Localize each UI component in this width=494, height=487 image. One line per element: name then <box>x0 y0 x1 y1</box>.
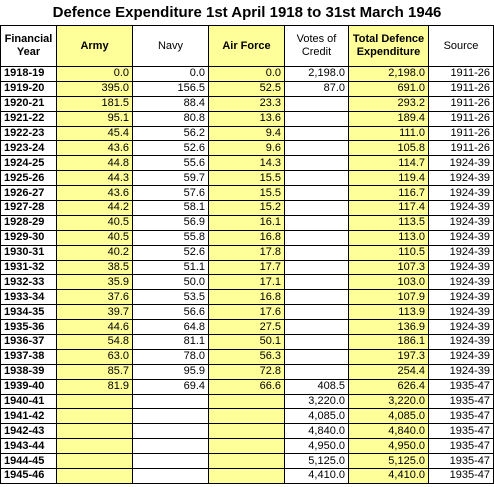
cell-total: 113.5 <box>349 215 429 230</box>
table-row <box>1 305 494 320</box>
table-row <box>1 379 494 394</box>
table-row <box>1 186 494 201</box>
cell-year: 1930-31 <box>1 245 57 260</box>
cell-navy: 56.6 <box>133 305 209 320</box>
cell-army: 0.0 <box>57 67 133 82</box>
cell-army <box>57 409 133 424</box>
cell-source: 1911-26 <box>429 67 494 82</box>
cell-navy: 64.8 <box>133 320 209 335</box>
cell-army: 37.6 <box>57 290 133 305</box>
cell-votes-of-credit <box>285 186 349 201</box>
header-army: Army <box>57 26 133 67</box>
cell-air-force: 0.0 <box>209 67 285 82</box>
cell-total: 113.9 <box>349 305 429 320</box>
cell-army: 45.4 <box>57 126 133 141</box>
header-financial-year: Financial Year <box>1 26 57 67</box>
cell-navy <box>133 439 209 454</box>
table-row <box>1 469 494 484</box>
cell-votes-of-credit: 408.5 <box>285 379 349 394</box>
cell-army: 40.2 <box>57 245 133 260</box>
cell-air-force: 15.5 <box>209 186 285 201</box>
cell-votes-of-credit <box>285 126 349 141</box>
table-row <box>1 215 494 230</box>
cell-navy: 51.1 <box>133 260 209 275</box>
cell-source: 1924-39 <box>429 305 494 320</box>
cell-votes-of-credit <box>285 171 349 186</box>
header-total-defence-expenditure: Total Defence Expenditure <box>349 26 429 67</box>
cell-navy: 55.8 <box>133 230 209 245</box>
cell-source: 1911-26 <box>429 96 494 111</box>
table-row <box>1 409 494 424</box>
cell-total: 197.3 <box>349 349 429 364</box>
cell-air-force: 17.8 <box>209 245 285 260</box>
cell-total: 117.4 <box>349 201 429 216</box>
cell-navy: 78.0 <box>133 349 209 364</box>
cell-year: 1941-42 <box>1 409 57 424</box>
cell-army: 43.6 <box>57 141 133 156</box>
cell-year: 1931-32 <box>1 260 57 275</box>
cell-year: 1920-21 <box>1 96 57 111</box>
cell-army <box>57 469 133 484</box>
cell-total: 691.0 <box>349 81 429 96</box>
table-row <box>1 394 494 409</box>
cell-source: 1924-39 <box>429 186 494 201</box>
cell-source: 1935-47 <box>429 469 494 484</box>
cell-votes-of-credit <box>285 111 349 126</box>
cell-votes-of-credit: 87.0 <box>285 81 349 96</box>
table-row <box>1 439 494 454</box>
table-row <box>1 111 494 126</box>
cell-army: 395.0 <box>57 81 133 96</box>
cell-year: 1945-46 <box>1 469 57 484</box>
cell-source: 1924-39 <box>429 171 494 186</box>
cell-air-force: 56.3 <box>209 349 285 364</box>
cell-source: 1924-39 <box>429 290 494 305</box>
cell-total: 5,125.0 <box>349 454 429 469</box>
cell-air-force: 50.1 <box>209 335 285 350</box>
cell-year: 1919-20 <box>1 81 57 96</box>
cell-total: 4,410.0 <box>349 469 429 484</box>
cell-army: 40.5 <box>57 215 133 230</box>
cell-votes-of-credit <box>285 201 349 216</box>
cell-source: 1924-39 <box>429 364 494 379</box>
cell-votes-of-credit: 3,220.0 <box>285 394 349 409</box>
cell-air-force: 17.6 <box>209 305 285 320</box>
cell-air-force: 15.2 <box>209 201 285 216</box>
expenditure-table <box>0 25 494 484</box>
cell-army: 85.7 <box>57 364 133 379</box>
cell-army: 81.9 <box>57 379 133 394</box>
cell-source: 1935-47 <box>429 439 494 454</box>
cell-air-force: 17.7 <box>209 260 285 275</box>
cell-total: 107.9 <box>349 290 429 305</box>
cell-year: 1924-25 <box>1 156 57 171</box>
cell-army: 40.5 <box>57 230 133 245</box>
cell-total: 113.0 <box>349 230 429 245</box>
table-row <box>1 230 494 245</box>
table-row <box>1 171 494 186</box>
cell-navy: 55.6 <box>133 156 209 171</box>
cell-year: 1935-36 <box>1 320 57 335</box>
cell-votes-of-credit: 4,840.0 <box>285 424 349 439</box>
cell-army <box>57 394 133 409</box>
cell-navy: 156.5 <box>133 81 209 96</box>
cell-air-force: 27.5 <box>209 320 285 335</box>
cell-army: 35.9 <box>57 275 133 290</box>
cell-year: 1918-19 <box>1 67 57 82</box>
cell-navy <box>133 424 209 439</box>
cell-air-force: 9.4 <box>209 126 285 141</box>
cell-navy <box>133 454 209 469</box>
cell-navy: 58.1 <box>133 201 209 216</box>
cell-navy: 53.5 <box>133 290 209 305</box>
cell-source: 1924-39 <box>429 320 494 335</box>
cell-air-force <box>209 424 285 439</box>
cell-army: 95.1 <box>57 111 133 126</box>
cell-total: 4,840.0 <box>349 424 429 439</box>
cell-air-force <box>209 469 285 484</box>
table-row <box>1 424 494 439</box>
cell-total: 254.4 <box>349 364 429 379</box>
cell-total: 186.1 <box>349 335 429 350</box>
cell-total: 626.4 <box>349 379 429 394</box>
cell-year: 1926-27 <box>1 186 57 201</box>
cell-source: 1924-39 <box>429 245 494 260</box>
cell-army <box>57 454 133 469</box>
table-row <box>1 260 494 275</box>
cell-air-force: 15.5 <box>209 171 285 186</box>
cell-source: 1911-26 <box>429 126 494 141</box>
cell-year: 1937-38 <box>1 349 57 364</box>
cell-votes-of-credit <box>285 141 349 156</box>
cell-source: 1924-39 <box>429 335 494 350</box>
cell-air-force: 17.1 <box>209 275 285 290</box>
cell-navy <box>133 409 209 424</box>
header-votes-of-credit: Votes of Credit <box>285 26 349 67</box>
cell-navy: 95.9 <box>133 364 209 379</box>
cell-votes-of-credit <box>285 349 349 364</box>
cell-navy: 56.9 <box>133 215 209 230</box>
cell-year: 1932-33 <box>1 275 57 290</box>
cell-votes-of-credit: 5,125.0 <box>285 454 349 469</box>
cell-votes-of-credit <box>285 320 349 335</box>
cell-army: 181.5 <box>57 96 133 111</box>
cell-air-force: 72.8 <box>209 364 285 379</box>
cell-total: 189.4 <box>349 111 429 126</box>
cell-air-force <box>209 454 285 469</box>
cell-army: 44.8 <box>57 156 133 171</box>
cell-year: 1934-35 <box>1 305 57 320</box>
cell-total: 2,198.0 <box>349 67 429 82</box>
cell-year: 1923-24 <box>1 141 57 156</box>
header-air-force: Air Force <box>209 26 285 67</box>
cell-total: 111.0 <box>349 126 429 141</box>
cell-source: 1911-26 <box>429 141 494 156</box>
cell-year: 1921-22 <box>1 111 57 126</box>
table-row <box>1 364 494 379</box>
cell-votes-of-credit <box>285 364 349 379</box>
cell-year: 1929-30 <box>1 230 57 245</box>
cell-air-force <box>209 394 285 409</box>
cell-navy: 59.7 <box>133 171 209 186</box>
cell-navy: 81.1 <box>133 335 209 350</box>
cell-navy: 57.6 <box>133 186 209 201</box>
table-row <box>1 81 494 96</box>
cell-total: 293.2 <box>349 96 429 111</box>
cell-year: 1933-34 <box>1 290 57 305</box>
header-source: Source <box>429 26 494 67</box>
cell-source: 1924-39 <box>429 260 494 275</box>
table-row <box>1 275 494 290</box>
cell-air-force: 52.5 <box>209 81 285 96</box>
cell-army: 39.7 <box>57 305 133 320</box>
cell-source: 1924-39 <box>429 349 494 364</box>
table-title: Defence Expenditure 1st April 1918 to 31st March 1946 <box>52 4 442 21</box>
cell-air-force: 9.6 <box>209 141 285 156</box>
cell-army <box>57 439 133 454</box>
table-row <box>1 349 494 364</box>
cell-votes-of-credit <box>285 156 349 171</box>
cell-air-force: 14.3 <box>209 156 285 171</box>
cell-year: 1936-37 <box>1 335 57 350</box>
table-row <box>1 245 494 260</box>
cell-navy: 56.2 <box>133 126 209 141</box>
table-row <box>1 156 494 171</box>
cell-total: 136.9 <box>349 320 429 335</box>
table-row <box>1 320 494 335</box>
table-row <box>1 67 494 82</box>
header-row <box>1 26 494 67</box>
cell-total: 116.7 <box>349 186 429 201</box>
cell-total: 119.4 <box>349 171 429 186</box>
cell-air-force: 16.1 <box>209 215 285 230</box>
cell-source: 1911-26 <box>429 81 494 96</box>
cell-army: 38.5 <box>57 260 133 275</box>
cell-total: 107.3 <box>349 260 429 275</box>
cell-votes-of-credit <box>285 290 349 305</box>
cell-votes-of-credit <box>285 96 349 111</box>
cell-source: 1935-47 <box>429 379 494 394</box>
cell-source: 1924-39 <box>429 201 494 216</box>
cell-army <box>57 424 133 439</box>
cell-total: 4,085.0 <box>349 409 429 424</box>
table-row <box>1 96 494 111</box>
cell-year: 1942-43 <box>1 424 57 439</box>
cell-army: 54.8 <box>57 335 133 350</box>
table-row <box>1 290 494 305</box>
cell-air-force: 66.6 <box>209 379 285 394</box>
cell-total: 4,950.0 <box>349 439 429 454</box>
cell-year: 1944-45 <box>1 454 57 469</box>
cell-votes-of-credit <box>285 305 349 320</box>
cell-navy: 50.0 <box>133 275 209 290</box>
cell-air-force: 13.6 <box>209 111 285 126</box>
cell-navy: 80.8 <box>133 111 209 126</box>
cell-votes-of-credit <box>285 230 349 245</box>
cell-navy: 88.4 <box>133 96 209 111</box>
cell-votes-of-credit <box>285 275 349 290</box>
cell-source: 1924-39 <box>429 230 494 245</box>
cell-navy: 52.6 <box>133 141 209 156</box>
cell-navy <box>133 394 209 409</box>
cell-year: 1938-39 <box>1 364 57 379</box>
cell-navy <box>133 469 209 484</box>
cell-votes-of-credit <box>285 335 349 350</box>
cell-total: 3,220.0 <box>349 394 429 409</box>
cell-source: 1924-39 <box>429 215 494 230</box>
cell-total: 103.0 <box>349 275 429 290</box>
cell-air-force: 23.3 <box>209 96 285 111</box>
cell-votes-of-credit: 4,085.0 <box>285 409 349 424</box>
cell-total: 114.7 <box>349 156 429 171</box>
cell-air-force <box>209 439 285 454</box>
cell-source: 1935-47 <box>429 409 494 424</box>
table-row <box>1 141 494 156</box>
cell-year: 1927-28 <box>1 201 57 216</box>
table-row <box>1 335 494 350</box>
cell-source: 1935-47 <box>429 454 494 469</box>
cell-total: 105.8 <box>349 141 429 156</box>
cell-army: 44.3 <box>57 171 133 186</box>
cell-year: 1925-26 <box>1 171 57 186</box>
cell-source: 1935-47 <box>429 424 494 439</box>
cell-army: 63.0 <box>57 349 133 364</box>
cell-navy: 52.6 <box>133 245 209 260</box>
cell-votes-of-credit <box>285 245 349 260</box>
cell-air-force <box>209 409 285 424</box>
table-body <box>1 67 494 484</box>
cell-year: 1928-29 <box>1 215 57 230</box>
table-row <box>1 454 494 469</box>
cell-source: 1924-39 <box>429 275 494 290</box>
table-row <box>1 201 494 216</box>
cell-source: 1924-39 <box>429 156 494 171</box>
cell-air-force: 16.8 <box>209 230 285 245</box>
header-navy: Navy <box>133 26 209 67</box>
cell-navy: 0.0 <box>133 67 209 82</box>
cell-votes-of-credit <box>285 215 349 230</box>
cell-votes-of-credit: 2,198.0 <box>285 67 349 82</box>
cell-army: 44.2 <box>57 201 133 216</box>
cell-year: 1939-40 <box>1 379 57 394</box>
cell-votes-of-credit: 4,950.0 <box>285 439 349 454</box>
cell-navy: 69.4 <box>133 379 209 394</box>
cell-votes-of-credit <box>285 260 349 275</box>
cell-year: 1943-44 <box>1 439 57 454</box>
cell-source: 1911-26 <box>429 111 494 126</box>
cell-year: 1922-23 <box>1 126 57 141</box>
cell-army: 43.6 <box>57 186 133 201</box>
cell-source: 1935-47 <box>429 394 494 409</box>
table-row <box>1 126 494 141</box>
cell-total: 110.5 <box>349 245 429 260</box>
cell-year: 1940-41 <box>1 394 57 409</box>
cell-votes-of-credit: 4,410.0 <box>285 469 349 484</box>
cell-air-force: 16.8 <box>209 290 285 305</box>
cell-army: 44.6 <box>57 320 133 335</box>
